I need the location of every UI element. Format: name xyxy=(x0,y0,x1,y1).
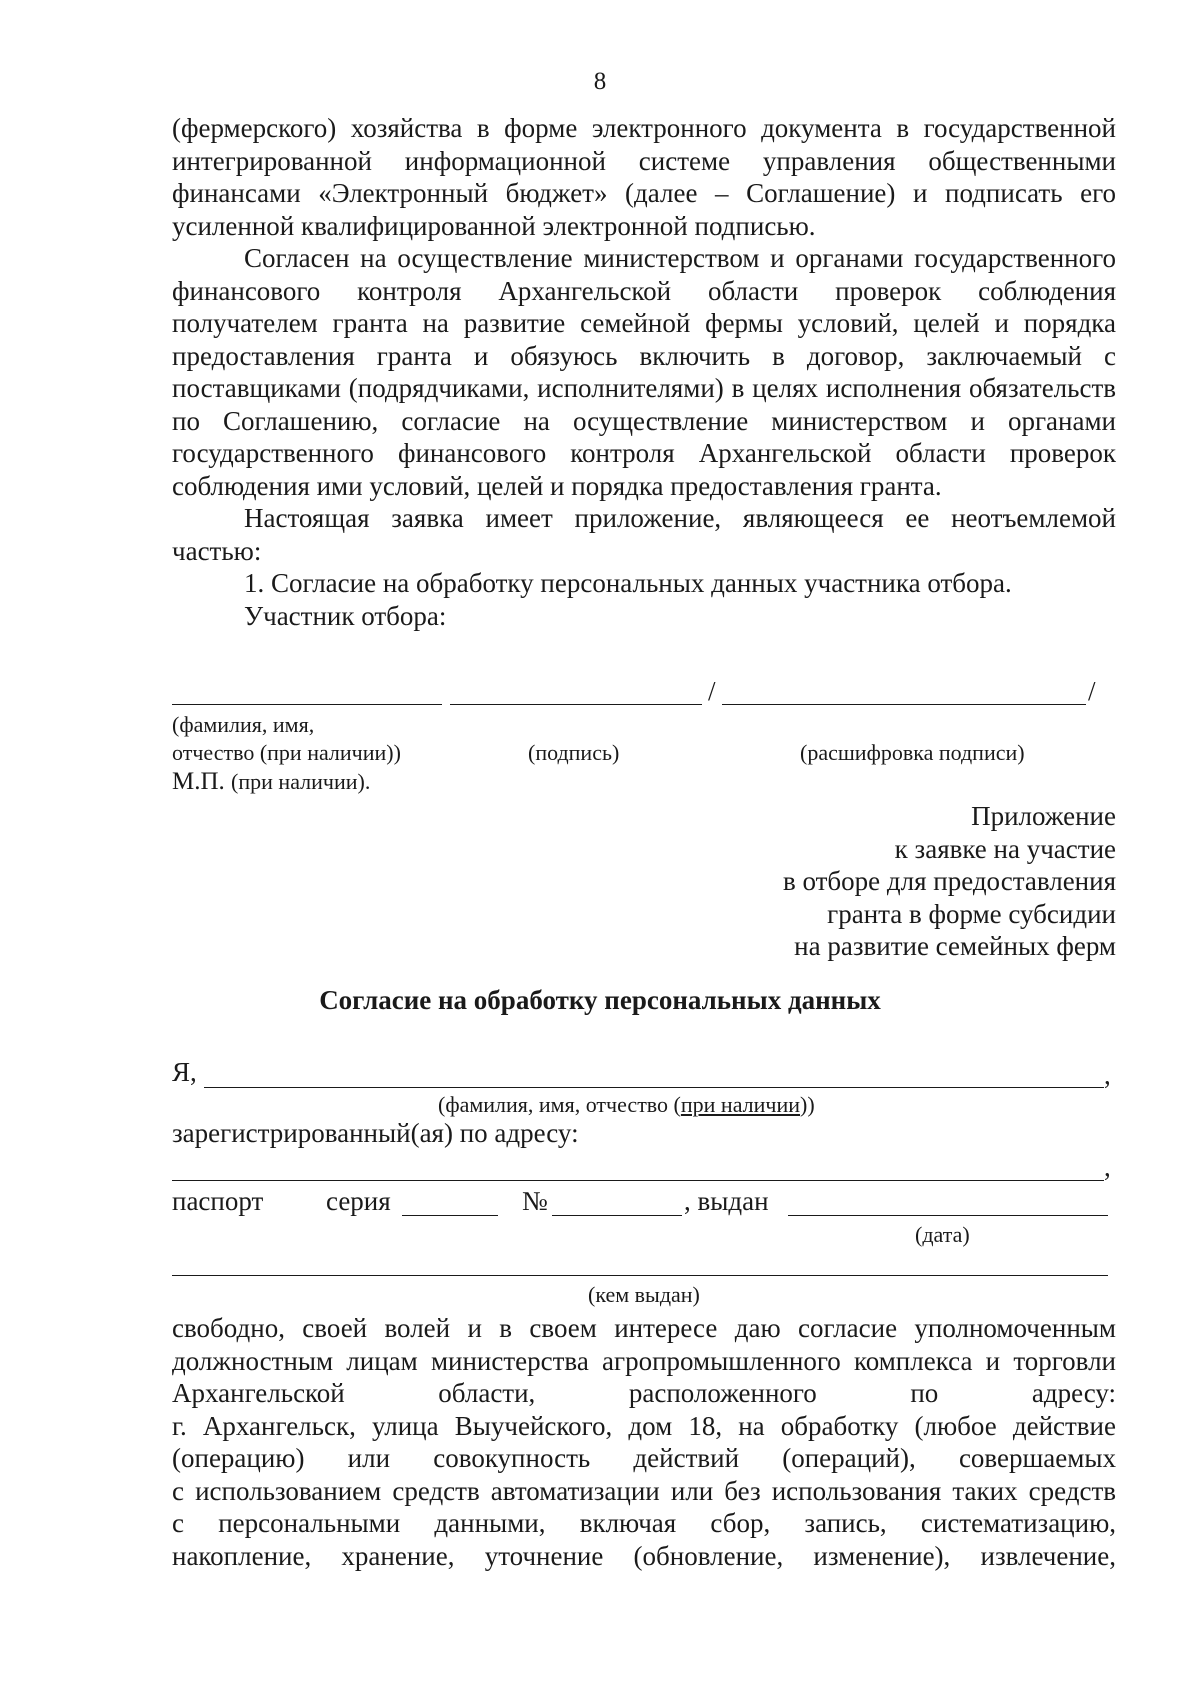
fio-line xyxy=(204,1087,1104,1088)
appendix-line-5: на развитие семейных ферм xyxy=(794,931,1116,961)
body-line-2: должностным лицам министерства агропромышленного комплекса и торговли xyxy=(172,1345,1116,1376)
appendix-line-3: в отборе для предоставления xyxy=(782,866,1116,896)
name-caption-2: отчество (при наличии)) xyxy=(172,740,401,765)
body-line-4: г. Архангельск, улица Выучейского, дом 18, на обработку (любое действие xyxy=(172,1410,1116,1441)
body-line-8: накопление, хранение, уточнение (обновление, изменение), извлечение, xyxy=(172,1540,1116,1571)
body-line-7: с персональными данными, включая сбор, запись, систематизацию, xyxy=(172,1508,1116,1538)
issued-by-line xyxy=(172,1275,1108,1276)
passport-label: паспорт xyxy=(172,1186,264,1216)
date-line xyxy=(788,1215,1108,1216)
body-line-5: (операцию) или совокупность действий (операций), совершаемых xyxy=(172,1443,1116,1473)
sign-caption: (подпись) xyxy=(528,740,620,765)
appendix-block xyxy=(783,800,1116,963)
name-signature-line xyxy=(172,704,442,705)
fio-caption-underlined: при наличии xyxy=(680,1092,801,1117)
fio-caption xyxy=(438,1092,815,1118)
sign-line xyxy=(450,704,702,705)
p1-line-3: финансами «Электронный бюджет» (далее – Соглашение) и подписать его xyxy=(172,178,1116,208)
stamp-label xyxy=(172,768,370,796)
appendix-line-4: гранта в форме субсидии xyxy=(827,898,1116,929)
application-text xyxy=(172,112,1116,632)
series-line xyxy=(402,1215,498,1216)
stamp-main: М.П. xyxy=(172,768,225,795)
consent-body xyxy=(172,1312,1116,1572)
number-line xyxy=(552,1215,682,1216)
consent-verification-paragraph: Согласен на осуществление министерством и органами государственного финансового контроля Архангельской области проверок соблюдения получателем гранта на развитие семейной фермы условий, целей и порядка предоставления гранта и обязуюсь включить в договор, заключаемый с поставщиками (подрядчиками, исполнителями) в целях исполнения обязательств по Соглашению, согласие на осуществление министерством и органами государственного финансового контроля Архангельской области проверок соблюдения ими условий, целей и порядка предоставления гранта. xyxy=(172,243,1116,501)
name-caption-1: (фамилия, имя, xyxy=(172,712,315,737)
p1-line-1: (фермерского) хозяйства в форме электронного документа в государственной xyxy=(172,113,1116,143)
number-sign: № xyxy=(522,1186,548,1216)
address-comma: , xyxy=(1104,1152,1111,1182)
issued-label: , выдан xyxy=(684,1186,769,1216)
decode-line xyxy=(722,704,1086,705)
p1-line-2: интегрированной информационной системе управления общественными xyxy=(172,145,1116,176)
appendix-paragraph: Настоящая заявка имеет приложение, являющееся ее неотъемлемой частью: xyxy=(172,503,1116,566)
fio-caption-suffix: )) xyxy=(800,1092,815,1117)
body-line-6: с использованием средств автоматизации или без использования таких средств xyxy=(172,1475,1116,1506)
slash-2: / xyxy=(1088,676,1096,706)
appendix-line-2: к заявке на участие xyxy=(894,833,1116,864)
page-number: 8 xyxy=(593,68,607,95)
date-caption: (дата) xyxy=(915,1222,970,1247)
body-line-3: Архангельской области, расположенного по адресу: xyxy=(172,1378,1116,1408)
ya-label: Я, xyxy=(172,1057,197,1087)
stamp-note: (при наличии). xyxy=(231,769,371,794)
fio-comma: , xyxy=(1104,1060,1111,1090)
fio-caption-prefix: (фамилия, имя, отчество ( xyxy=(438,1092,681,1117)
appendix-item-1: 1. Согласие на обработку персональных данных участника отбора. xyxy=(244,568,1012,598)
p1-line-4: усиленной квалифицированной электронной подписью. xyxy=(172,210,816,241)
body-line-1: свободно, своей волей и в своем интересе даю согласие уполномоченным xyxy=(172,1313,1116,1343)
issued-by-caption: (кем выдан) xyxy=(588,1282,700,1307)
consent-title: Согласие на обработку персональных данных xyxy=(319,985,881,1015)
address-line xyxy=(172,1180,1104,1181)
slash-1: / xyxy=(708,676,716,706)
registered-label: зарегистрированный(ая) по адресу: xyxy=(172,1118,579,1148)
participant-label: Участник отбора: xyxy=(244,600,447,631)
appendix-line-1: Приложение xyxy=(971,801,1116,831)
series-label: серия xyxy=(326,1186,391,1216)
decode-caption: (расшифровка подписи) xyxy=(800,740,1025,765)
